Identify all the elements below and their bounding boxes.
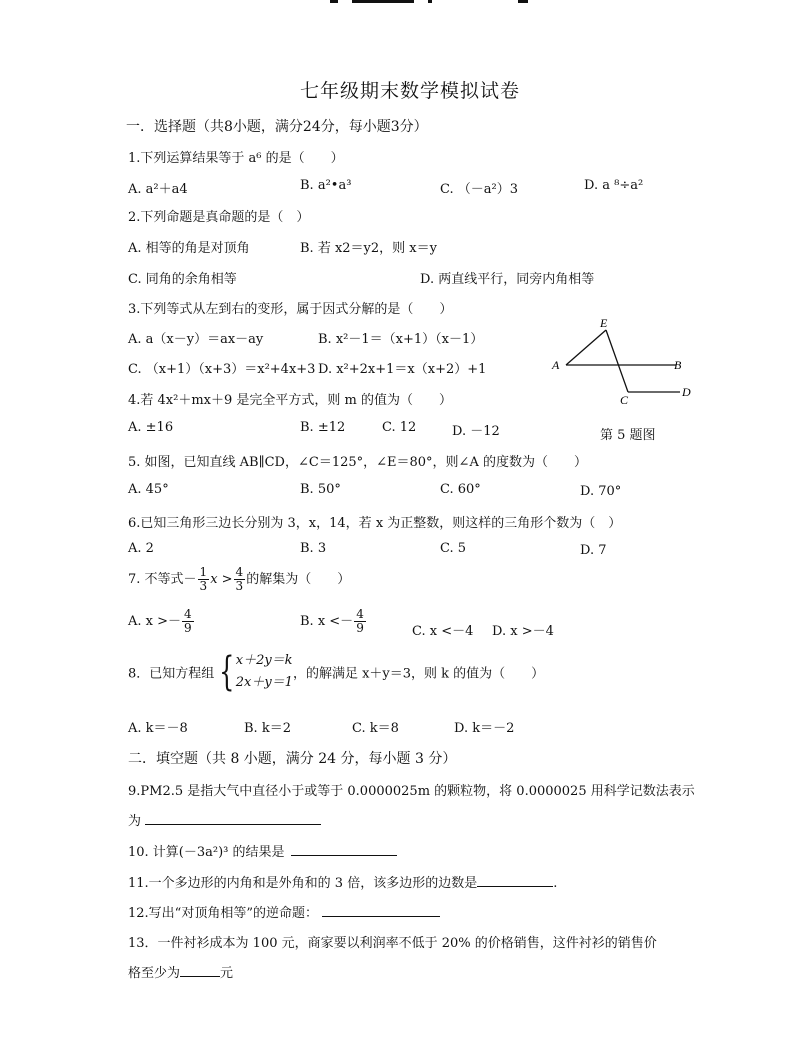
question-7-prefix: 7. 不等式－ — [128, 572, 197, 587]
question-9-line-2 — [128, 810, 321, 829]
question-5-stem: 5. 如图，已知直线 AB∥CD，∠C＝125°，∠E＝80°，则∠A 的度数为（ ） — [128, 455, 587, 470]
question-2-option-a: A. 相等的角是对顶角 — [128, 241, 250, 256]
question-6-option-b: B. 3 — [300, 541, 327, 556]
label-a: A — [552, 358, 560, 372]
question-3-option-c: C. （x+1）（x+3）＝x²+4x+3 — [128, 362, 316, 377]
fraction-numerator: 4 — [235, 565, 244, 579]
question-6-stem: 6.已知三角形三边长分别为 3，x，14，若 x 为正整数，则这样的三角形个数为（ ） — [128, 516, 622, 531]
label-c: C — [620, 393, 629, 406]
question-8-prefix: 8．已知方程组 — [128, 666, 215, 682]
equation-2: 2x＋y＝1 — [235, 675, 293, 690]
question-2-option-b: B. 若 x2＝y2，则 x＝y — [300, 241, 437, 256]
question-4-option-b: B. ±12 — [300, 420, 346, 435]
fraction-four-ninths — [354, 608, 366, 635]
segment-ec — [606, 330, 628, 392]
question-10-text: 10. 计算(－3a²)³ 的结果是 — [128, 845, 285, 860]
question-8-option-c: C. k＝8 — [352, 721, 399, 736]
fraction-numerator: 1 — [199, 565, 208, 579]
fraction-four-thirds — [234, 566, 246, 593]
question-5-option-c: C. 60° — [440, 482, 481, 497]
scan-artifact-mark — [330, 0, 338, 3]
question-3-option-b: B. x²－1＝（x+1）（x－1） — [318, 332, 484, 347]
section-heading-fill-in: 二．填空题（共 8 小题，满分 24 分，每小题 3 分） — [128, 751, 457, 767]
question-7-suffix: 的解集为（ ） — [246, 572, 351, 587]
question-5-option-a: A. 45° — [128, 482, 169, 497]
label-e: E — [600, 316, 608, 330]
question-4-option-c: C. 12 — [382, 420, 417, 435]
question-4-stem: 4.若 4x²＋mx＋9 是完全平方式，则 m 的值为（ ） — [128, 393, 453, 408]
question-9-text: 为 — [128, 814, 142, 829]
fraction-denominator: 3 — [235, 579, 244, 593]
question-4-option-d: D. －12 — [452, 424, 500, 439]
question-4-option-a: A. ±16 — [128, 420, 174, 435]
question-6-option-d: D. 7 — [580, 543, 607, 558]
question-2-option-c: C. 同角的余角相等 — [128, 272, 237, 287]
answer-blank[interactable] — [291, 843, 397, 856]
section-heading-choice: 一．选择题（共8小题，满分24分，每小题3分） — [126, 119, 428, 135]
question-7-option-c: C. x <－4 — [412, 624, 474, 639]
question-9-line-1: 9.PM2.5 是指大气中直径小于或等于 0.0000025m 的颗粒物，将 0.0000025 用科学记数法表示 — [128, 784, 695, 799]
question-1-stem: 1.下列运算结果等于 a⁶ 的是（ ） — [128, 151, 344, 166]
question-6-option-c: C. 5 — [440, 541, 467, 556]
geometry-figure — [548, 316, 708, 406]
fraction-denominator: 9 — [184, 621, 192, 635]
option-a-text: A. x >－ — [128, 614, 182, 629]
question-1-option-d: D. a ⁸÷a² — [584, 178, 644, 193]
fraction-one-third — [198, 566, 210, 593]
question-3-option-d: D. x²+2x+1＝x（x+2）+1 — [318, 362, 487, 377]
question-1-option-c: C. （－a²）3 — [440, 182, 518, 197]
question-7-option-a — [128, 608, 195, 635]
figure-caption: 第 5 题图 — [600, 428, 656, 443]
question-8-suffix: ，的解满足 x＋y＝3，则 k 的值为（ ） — [292, 666, 545, 682]
question-1-option-a: A. a²＋a4 — [128, 182, 188, 197]
answer-blank[interactable] — [477, 874, 553, 887]
equation-system — [236, 650, 293, 694]
question-8-option-a: A. k＝－8 — [128, 721, 188, 736]
question-6-option-a: A. 2 — [128, 541, 154, 556]
question-8-stem — [128, 650, 544, 694]
system-brace: { — [219, 649, 235, 695]
question-13-line-1: 13．一件衬衫成本为 100 元，商家要以利润率不低于 20% 的价格销售，这件衬衫的销售价 — [128, 936, 657, 951]
fraction-denominator: 3 — [199, 579, 208, 593]
question-2-stem: 2.下列命题是真命题的是（ ） — [128, 210, 310, 225]
scan-artifact-mark — [428, 0, 432, 3]
question-5-option-d: D. 70° — [580, 484, 622, 499]
question-12 — [128, 902, 440, 921]
question-5-option-b: B. 50° — [300, 482, 341, 497]
question-11-end: . — [553, 876, 558, 891]
question-13-end: 元 — [220, 966, 234, 981]
question-12-text: 12.写出“对顶角相等”的逆命题： — [128, 906, 318, 921]
fraction-numerator: 4 — [356, 607, 364, 621]
question-11-text: 11.一个多边形的内角和是外角和的 3 倍，该多边形的边数是 — [128, 876, 478, 891]
question-11 — [128, 872, 557, 891]
question-7-option-d: D. x >－4 — [492, 624, 554, 639]
label-b: B — [674, 358, 682, 372]
question-3-option-a: A. a（x－y）＝ax－ay — [128, 332, 264, 347]
answer-blank[interactable] — [180, 964, 220, 977]
option-b-text: B. x <－ — [300, 614, 354, 629]
question-7-option-b — [300, 608, 367, 635]
scan-artifact-mark — [518, 0, 528, 3]
question-10 — [128, 841, 397, 860]
segment-ae — [566, 330, 606, 365]
question-7-stem — [128, 566, 350, 593]
question-13-text: 格至少为 — [128, 966, 181, 981]
answer-blank[interactable] — [322, 904, 440, 917]
scan-artifact-mark — [352, 0, 414, 3]
page-title: 七年级期末数学模拟试卷 — [300, 80, 521, 102]
fraction-four-ninths — [182, 608, 194, 635]
label-d: D — [682, 385, 691, 399]
question-13-line-2 — [128, 962, 233, 981]
question-3-stem: 3.下列等式从左到右的变形，属于因式分解的是（ ） — [128, 302, 453, 317]
question-7-middle: x > — [210, 572, 233, 587]
equation-1: x＋2y＝k — [235, 653, 293, 668]
question-8-option-b: B. k＝2 — [244, 721, 291, 736]
question-8-option-d: D. k＝－2 — [454, 721, 515, 736]
fraction-denominator: 9 — [356, 621, 364, 635]
fraction-numerator: 4 — [184, 607, 192, 621]
answer-blank[interactable] — [145, 812, 321, 825]
question-1-option-b: B. a²•a³ — [300, 178, 352, 193]
question-2-option-d: D. 两直线平行，同旁内角相等 — [420, 272, 595, 287]
